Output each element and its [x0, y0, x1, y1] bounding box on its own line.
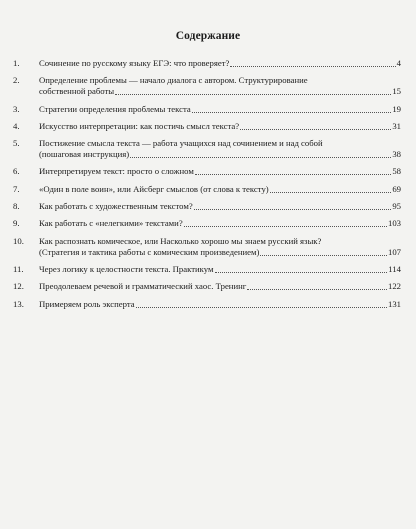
- toc-entry-page: 31: [392, 120, 401, 131]
- toc-entry-title-line: Как работать с художественным текстом?: [39, 201, 193, 212]
- toc-entry: [13, 281, 401, 292]
- dot-leader: [230, 65, 395, 67]
- toc-entry-title-line: (Стратегия и тактика работы с комическим произведением): [39, 246, 260, 257]
- toc-entry-number: 2.: [13, 75, 20, 86]
- toc-entry-title-line: Как распознать комическое, или Насколько хорошо мы знаем русский язык?: [39, 235, 322, 246]
- toc-entry-number: 3.: [13, 103, 20, 114]
- dot-leader: [270, 191, 392, 193]
- toc-entry-page: 38: [392, 149, 401, 160]
- dot-leader: [115, 93, 391, 95]
- toc-entry-number: 10.: [13, 235, 24, 246]
- toc-entry-page: 58: [392, 166, 401, 177]
- toc-entry: [13, 138, 401, 160]
- toc-entry-page: 15: [392, 86, 401, 97]
- toc-entry-number: 6.: [13, 166, 20, 177]
- toc-entry-title-line: Интерпретируем текст: просто о сложном: [39, 166, 194, 177]
- dot-leader: [136, 306, 387, 308]
- toc-entry-title-line: Искусство интерпретации: как постичь смысл текста?: [39, 120, 240, 131]
- toc-entry-number: 9.: [13, 218, 20, 229]
- dot-leader: [247, 288, 387, 290]
- toc-entry: [13, 236, 401, 258]
- dot-leader: [260, 254, 387, 256]
- toc-entry-number: 4.: [13, 120, 20, 131]
- toc-entry: [13, 58, 401, 69]
- toc-entry: [13, 218, 401, 229]
- toc-entry-title-line: Через логику к целостности текста. Практикум: [39, 263, 214, 274]
- dot-leader: [184, 225, 387, 227]
- toc-entry-title-line: Преодолеваем речевой и грамматический хаос. Тренинг: [39, 281, 247, 292]
- toc-entry-title-line: Определение проблемы — начало диалога с автором. Структурирование: [39, 75, 308, 86]
- toc-entry-title-line: (пошаговая инструкция): [39, 149, 130, 160]
- toc-entry-number: 1.: [13, 58, 20, 68]
- toc-entry: [13, 264, 401, 275]
- toc-entry: [13, 201, 401, 212]
- toc-entry: [13, 121, 401, 132]
- table-of-contents: [13, 58, 401, 316]
- toc-entry: [13, 299, 401, 310]
- toc-entry-title-line: Стратегии определения проблемы текста: [39, 103, 191, 114]
- dot-leader: [194, 208, 392, 210]
- toc-entry-number: 5.: [13, 138, 20, 149]
- toc-entry-number: 8.: [13, 201, 20, 212]
- toc-entry: [13, 166, 401, 177]
- toc-entry-title-line: Постижение смысла текста — работа учащихся над сочинением и над собой: [39, 138, 323, 149]
- toc-entry-page: 114: [388, 263, 401, 274]
- toc-entry-number: 11.: [13, 263, 24, 274]
- toc-entry: [13, 75, 401, 97]
- toc-entry-number: 12.: [13, 281, 24, 292]
- toc-entry-title-line: собственной работы: [39, 86, 115, 97]
- dot-leader: [215, 271, 388, 273]
- toc-entry-title-line: Примеряем роль эксперта: [39, 298, 135, 309]
- dot-leader: [130, 156, 391, 158]
- toc-entry-page: 19: [392, 103, 401, 114]
- page-title: Содержание: [175, 30, 241, 42]
- toc-entry: [13, 104, 401, 115]
- toc-entry-page: 122: [387, 281, 401, 292]
- toc-entry-page: 69: [392, 183, 401, 194]
- toc-entry-title-line: Сочинение по русскому языку ЕГЭ: что проверяет?: [39, 58, 230, 68]
- dot-leader: [240, 128, 391, 130]
- toc-entry-title-line: Как работать с «нелегкими» текстами?: [39, 218, 183, 229]
- toc-entry-page: 131: [387, 298, 401, 309]
- dot-leader: [192, 111, 392, 113]
- toc-entry-page: 95: [392, 201, 401, 212]
- toc-entry-title-line: «Один в поле воин», или Айсберг смыслов (от слова к тексту): [39, 183, 269, 194]
- toc-entry-page: 4: [396, 58, 401, 68]
- toc-entry-page: 103: [387, 218, 401, 229]
- toc-entry: [13, 184, 401, 195]
- dot-leader: [195, 173, 391, 175]
- toc-entry-number: 13.: [13, 298, 24, 309]
- toc-entry-page: 107: [387, 246, 401, 257]
- toc-entry-number: 7.: [13, 183, 20, 194]
